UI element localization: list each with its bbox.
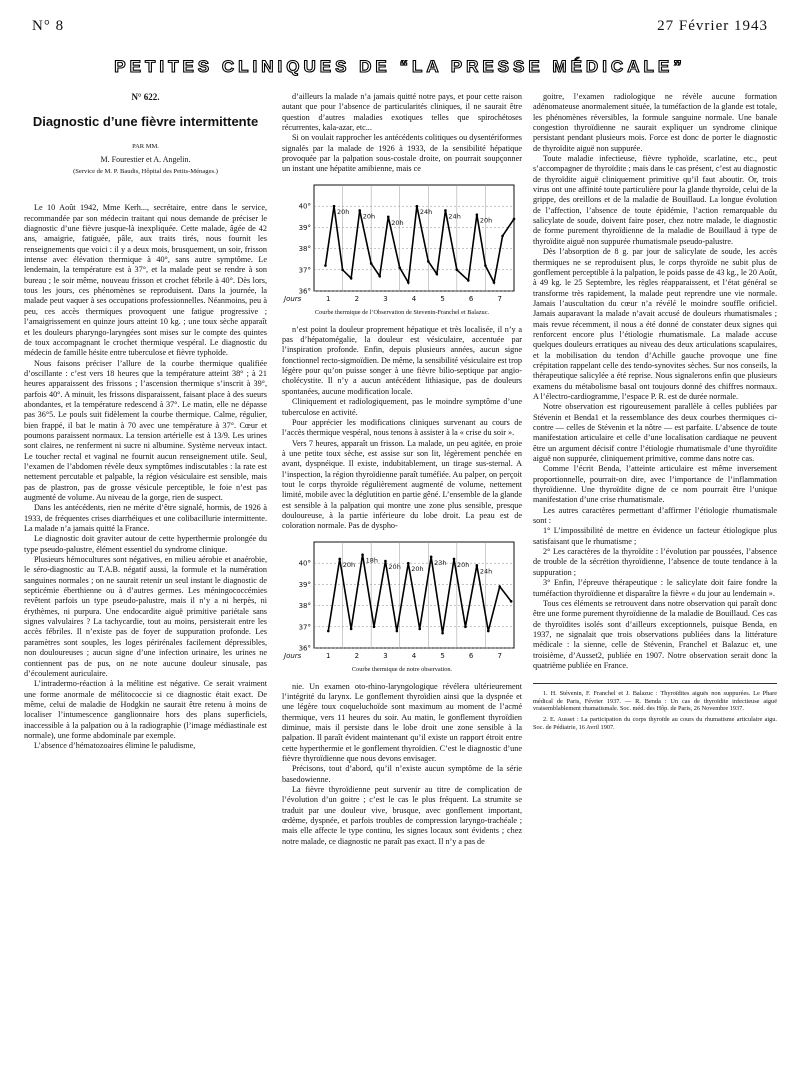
paragraph: Cliniquement et radiologiquement, pas le moindre symptôme d’une tuberculose en activité. xyxy=(282,397,522,417)
peak-label: 20h xyxy=(362,212,376,221)
data-point xyxy=(378,275,381,278)
paragraph: Dès l’absorption de 8 g. par jour de salicylate de soude, les accès thermiques ne se reproduisent plus, le corps thyroïde ne subit plus de gonflement perceptible à la palpation, le poids passe de 43 kg., le 20 Août, à 49 kg. le 25 Septembre, les règles réapparaissent, et l’état général se transforme très rapidement, la malade peut reprendre une vie normale. Jamais l’auscultation du cœur n’a révélé le moindre souffle orificiel. Jamais auparavant la malade n’avait accusé de douleurs rhumatismales ; mais revue récemment, il nous a été donné de constater deux signes qui renforcent encore plus l’étiologie rhumatismale. La malade accuse quelques douleurs erratiques au niveau des deux articulations scapulaires, et la mobilisation du tendon d’Achille gauche provoque une fine crépitation rappelant celle des tendo-synovites sèches. Sur nos conseils, la thérapeutique salicylée a été reprise. Nous signalerons enfin que plusieurs examens du métabolisme basal ont toujours donné des chiffres normaux. A l’électro-cardiogramme, l’espace P. R. est de durée normale. xyxy=(533,247,777,401)
paragraph: L’absence d’hématozoaires élimine le paludisme, xyxy=(34,741,196,751)
x-tick-label: 6 xyxy=(468,651,474,660)
x-tick-label: 5 xyxy=(440,651,445,660)
x-tick-label: 3 xyxy=(383,294,388,303)
y-tick-label: 37° xyxy=(298,266,311,275)
data-point xyxy=(333,205,336,208)
peak-label: 23h xyxy=(434,558,447,567)
article-title: Diagnostic d’une fièvre intermittente xyxy=(32,114,259,130)
footnotes xyxy=(533,683,777,731)
paragraph: La fièvre thyroïdienne peut survenir au titre de complication de l’évolution d’un goitre ; c’est le cas le plus fréquent. La strumite se traduit par une douleur vive, brusque, avec gonflement important, œdème, dyspnée, et parfois troubles de compression laryngo-trachéale ; mais elle affecte le type continu, les signes locaux sont évidents ; chez notre malade, ce diagnostic ne paraît pas exact. Il n’y a pas de xyxy=(282,785,522,846)
paragraph: n’est point la douleur proprement hépatique et très localisée, il n’y a pas d’hépatomégalie, la douleur est vésiculaire, accentuée par l’inspiration profonde. Enfin, depuis plusieurs années, aucun signe fonctionnel recto-sigmoïdien. De même, la sensibilité vésiculaire est trop légère pour qu’on puisse songer à une fièvre bilio-septique par angio-cholécystite. Il n’y a aucun antécédent lithiasique, pas de douleurs spontanées, aucune modification locale. xyxy=(282,324,522,396)
data-point xyxy=(341,268,344,271)
paragraph: Pour apprécier les modifications cliniques survenant au cours de l’accès thermique vespéral, nous tenons à assister à la « crise du soir ». xyxy=(282,417,522,438)
data-point xyxy=(430,555,433,558)
x-tick-label: 2 xyxy=(354,651,360,660)
data-point xyxy=(398,266,401,269)
data-point xyxy=(441,631,444,634)
data-point xyxy=(484,264,487,267)
paragraph: Le diagnostic doit graviter autour de cette hyperthermie prolongée du type pseudo-palustre, élément essentiel du syndrome clinique. xyxy=(24,534,267,554)
peak-label: 20h xyxy=(342,560,356,569)
paragraph: 2° Les caractères de la thyroïdite : l’évolution par poussées, l’absence de trouble de la sécrétion thyroïdienne, l’absence de toute tendance à la suppuration ; xyxy=(533,547,777,577)
x-tick-label: 7 xyxy=(497,294,502,303)
x-tick-label: 1 xyxy=(326,294,331,303)
chart-caption: Courbe thermique de notre observation. xyxy=(351,665,453,673)
y-tick-label: 37° xyxy=(298,622,311,631)
data-point xyxy=(467,279,470,282)
data-point xyxy=(510,600,513,603)
article-by: PAR MM. xyxy=(132,143,159,151)
data-point xyxy=(476,213,479,216)
peak-label: 20h xyxy=(479,216,493,225)
data-point xyxy=(373,625,376,628)
paragraph: goitre, l’examen radiologique ne révèle aucune formation adénomateuse anormalement située, la tuméfaction de la glande est totale, les phénomènes réversibles, la formule sanguine normale. Une banale congestion thyroïdienne ne saurait expliquer un syndrome clinique persistant pendant plusieurs mois. Force est donc de porter le diagnostic de thyroïdite aiguë non suppurée. xyxy=(533,92,777,153)
paragraph: Toute maladie infectieuse, fièvre typhoïde, scarlatine, etc., peut s’accompagner de thyroïdite ; mais dans le cas présent, c’est au diagnostic de thyroïdite aiguë cliniquement primitive qu’il faut aboutir. Or, trois virus ont une affinité toute particulière pour la glande thyroïde, celui de la grippe, des oreillons et de la maladie de Bouillaud. La longue évolution de l’affection, l’absence de toute épidémie, l’action remarquable du salicylate de soude, doivent faire poser, chez notre malade, le diagnostic de forme purement thyroïdienne de la maladie de Bouillaud à type de thyroïdite aiguë non suppurée rhumatismale pseudo-palustre. xyxy=(533,154,777,246)
paragraph: 3° Enfin, l’épreuve thérapeutique : le salicylate doit faire fondre la tuméfaction thyroïdienne et disparaître la fièvre « du jour au lendemain ». xyxy=(533,578,777,598)
article-number: N° 622. xyxy=(131,92,160,102)
data-point xyxy=(407,281,410,284)
paragraph: L’intradermo-réaction à la mélitine est négative. Ce serait vraiment une forme anormale de mélitococcie si ce diagnostic était exact. De même, celui de maladie de Hodgkin ne saurait être retenu à moins de localiser l’intumescence ganglionnaire hors des plans superficiels, inaccessible à la palpation ou à la radiographie (l’image médiastinale est normale), une forme abdominale par exemple. xyxy=(24,679,267,740)
section-banner: PETITES CLINIQUES DE “LA PRESSE MÉDICALE” xyxy=(114,57,686,76)
footnote: 1. H. Stévenin, F. Franchel et J. Balazuc : Thyroïdites aiguës non suppurées. Le Phare médical de Paris, Février 1937. — R. Benda : Un cas de thyroïdite infectieuse aiguë vraisemblablement rhumatismale. Soc. méd. des Hôp. de Paris, 26 Novembre 1937. xyxy=(533,690,777,713)
data-point xyxy=(418,627,421,630)
data-point xyxy=(350,277,353,280)
footnote: 2. E. Ausset : La participation du corps thyroïde au cours du rhumatisme articulaire aigu. Soc. de Pédiatrie, 16 Avril 1907. xyxy=(533,716,777,731)
paragraph: Dans les antécédents, rien ne mérite d’être signalé, hormis, de 1926 à 1933, de fréquentes crises diarrhéiques et une colibacillurie intermittente. La malade n’a jamais quitté la France. xyxy=(24,503,267,534)
peak-label: 20h xyxy=(457,560,470,569)
data-point xyxy=(456,268,459,271)
data-point xyxy=(358,209,361,212)
column-3 xyxy=(533,92,777,1067)
peak-label: 24h xyxy=(448,212,461,221)
data-point xyxy=(498,585,501,588)
data-point xyxy=(384,559,387,562)
x-tick-label: 4 xyxy=(411,651,417,660)
data-point xyxy=(476,564,479,567)
y-tick-label: 38° xyxy=(298,244,311,253)
paragraph: nie. Un examen oto-rhino-laryngologique révélera ultérieurement l’intégrité du larynx. Le gonflement thyroïdien ainsi que la dyspnée et une légère toux coqueluchoïde sont maximum au moment de l’acmé thermique, vers 11 heures du soir. Au matin, le gonflement thyroïdien diminue, mais il persiste dans le lobe droit une zone sensible à la palpation. Il paraît évident maintenant qu’il existe un rapport étroit entre cette hyperthermie et le gonflement thyroïdien. C’est le diagnostic d’une fièvre thyroïdienne que nous devons envisager. xyxy=(282,681,522,764)
paragraph: Notre observation est rigoureusement parallèle à celles publiées par Stévenin et Benda1 et la ressemblance des deux courbes thermiques ci-contre — celles de Stévenin et la nôtre — est parfaite. L’absence de toute manifestation articulaire et celle d’une localisation cardiaque ne peuvent être un argument décisif contre l’étiologie rhumatismale d’une thyroïdite aiguë non suppurée, cliniquement primitive, comme dans notre cas. xyxy=(533,402,777,464)
data-point xyxy=(493,281,496,284)
data-point xyxy=(427,260,430,263)
y-tick-label: 39° xyxy=(298,580,311,589)
article-authors: M. Fourestier et A. Angelin. xyxy=(100,154,191,164)
paragraph: d’ailleurs la malade n’a jamais quitté notre pays, et pour cette raison autant que pour l’absence de particularités cliniques, il ne saurait être question d’autres maladies exotiques telles que spirochétoses récurrentes, kala-azar, etc... xyxy=(282,92,522,133)
data-point xyxy=(436,272,439,275)
data-point xyxy=(464,625,467,628)
data-point xyxy=(513,217,516,220)
paragraph: 1° L’impossibilité de mettre en évidence un facteur étiologique plus satisfaisant que le rhumatisme ; xyxy=(533,526,777,546)
column-1 xyxy=(24,92,267,1067)
paragraph: Le 10 Août 1942, Mme Kerh..., secrétaire, entre dans le service, recommandée par son médecin traitant qui nous demande de préciser le diagnostic d’une fièvre jusque-là inexpliquée. Cette malade, âgée de 42 ans, amaigrie, fatiguée, pâle, aux traits tirés, nous fournit les renseignements que voici : il y a deux mois, brusquement, un soir, frisson intense avec élévation thermique à 40°, sans autre symptôme. Le lendemain, la température est à 37°, et la malade peut se rendre à son bureau ; le soir même, nouveau frisson et crochet fébrile à 40°. Dès lors, tous les jours, ces phénomènes se reproduisent. Dans la journée, la malade peut vaquer à ses occupations professionnelles. Néanmoins, peu à peu, ces accès thermiques provoquent une fatigue progressive ; l’amaigrissement en quinze jours atteint 10 kg. ; une toux sèche apparaît et les douleurs pharyngo-laryngées sont mises sur le compte des quintes de toux accompagnant le crochet thermique vespéral. Le diagnostic du médecin de famille hésite entre tuberculose et fièvre typhoïde. xyxy=(24,203,267,358)
peak-label: 24h xyxy=(419,207,433,216)
paragraph: Précisons, tout d’abord, qu’il n’existe aucun symptôme de la série basedowienne. xyxy=(282,764,522,784)
paragraph: Nous faisons préciser l’allure de la courbe thermique qualifiée d’oscillante : c’est vers 18 heures que la température atteint 38° ; à 21 heures apparaissent des frissons ; l’ascension thermique s’inscrit à 39°, parfois 40°. A minuit, les frissons disparaissent, faisant place à des sueurs abondantes, et la température redescend à 37°. Le matin, elle ne dépasse pas 36°5. Le pouls suit fidèlement la courbe thermique. Calme, régulier, bien frappé, il bat le matin à 70 avec une température à 37°. Cœur et poumons paraissent normaux. La tension artérielle est à 13/9. Les urines sont claires, ne renferment ni sucre ni albumine. Système nerveux intact. Le toucher rectal et vaginal ne fournit aucun renseignement utile. Seul, l’examen de l’abdomen révèle deux symptômes indiscutables : la rate est nettement percutable et palpable, la région vésiculaire est sensible, mais pas de plastron, pas de grosse vésicule perceptible, le foie n’est pas augmenté de volume. Au niveau de la gorge, rien de suspect. xyxy=(24,358,267,502)
paragraph: Si on voulait rapprocher les antécédents colitiques ou dysentériformes signalés par la malade de 1926 à 1933, de la sensibilité hépatique provoquée par la palpation sous-costale droite, on pourrait soupçonner un instant une hépatite amibienne, mais ce xyxy=(282,133,522,174)
x-axis-label: Jours xyxy=(284,651,302,660)
peak-label: 24h xyxy=(479,566,493,575)
x-tick-label: 1 xyxy=(326,651,331,660)
peak-label: 20h xyxy=(388,562,401,571)
data-point xyxy=(327,629,330,632)
x-tick-label: 6 xyxy=(468,294,474,303)
paragraph: Plusieurs hémocultures sont négatives, en milieu aérobie et anaérobie, le séro-diagnostic au T.A.B. négatif aussi, la formule et la numération sanguines normales ; on ne saurait retenir un seul instant le diagnostic de septicémie éberthienne ou à d’autres germes. Les méningococcémies revêtent parfois un type pseudo-palustre, mais il n’y a ni herpès, ni érythèmes, ni purpura. Une endocardite aiguë primitive pariétale sans signes valvulaires ? La tachycardie, tout au moins, persisterait entre les accès fébriles. Il n’existe pas de foyer de suppuration profonde. Les paramètres sont souples, les loges périrénales facilement dépressibles, non douloureuses ; aucun signe d’une infection urinaire, les urines ne contiennent pas de pus, on ne note aucune douleur sinusale, pas d’écoulement auriculaire. xyxy=(24,555,267,678)
data-point xyxy=(453,557,456,560)
y-tick-label: 38° xyxy=(298,601,311,610)
data-point xyxy=(370,262,373,265)
paragraph: Tous ces éléments se retrouvent dans notre observation qui paraît donc être une forme purement thyroïdienne de la maladie de Bouillaud. Ces cas de thyroïdites isolés sont d’ailleurs exceptionnels, puisque Benda, en 1937, ne signalait que trois observations publiées dans la littérature médicale : la sienne, celle de Stévenin, Franchel et Balazuc et, une troisième, d’Ausset2, publiée en 1907. Notre observation serait donc la quatrième publiée en France. xyxy=(533,598,777,670)
y-tick-label: 36° xyxy=(298,644,311,653)
temperature-chart-stevenin xyxy=(282,179,522,307)
x-axis-label: Jours xyxy=(284,294,302,303)
y-tick-label: 36° xyxy=(298,287,311,296)
y-tick-label: 40° xyxy=(298,559,311,568)
data-point xyxy=(350,627,353,630)
paragraph: Les autres caractères permettant d’affirmer l’étiologie rhumatismale sont : xyxy=(533,505,777,526)
page-number: N° 8 xyxy=(32,18,65,34)
x-tick-label: 3 xyxy=(383,651,388,660)
y-tick-label: 40° xyxy=(298,202,311,211)
data-point xyxy=(338,557,341,560)
temperature-chart-observation xyxy=(282,536,522,664)
x-tick-label: 7 xyxy=(497,651,502,660)
paragraph: Comme l’écrit Benda, l’atteinte articulaire est même inversement proportionnelle, pourrait-on dire, avec l’importance de l’inflammation thyroïdienne. Une thyroïdite digne de ce nom pourrait être l’unique manifestation d’une crise rhumatismale. xyxy=(533,464,777,505)
data-point xyxy=(444,209,447,212)
chart-caption: Courbe thermique de l’Observation de Stevenin-Franchel et Balazuc. xyxy=(314,308,490,316)
data-point xyxy=(416,205,419,208)
data-point xyxy=(487,629,490,632)
data-point xyxy=(361,553,364,556)
data-point xyxy=(387,215,390,218)
peak-label: 20h xyxy=(411,564,424,573)
x-tick-label: 5 xyxy=(440,294,445,303)
x-tick-label: 4 xyxy=(411,294,417,303)
data-point xyxy=(501,234,504,237)
peak-label: 20h xyxy=(391,218,404,227)
data-point xyxy=(407,562,410,565)
peak-label: 20h xyxy=(337,207,350,216)
column-2 xyxy=(282,92,522,1067)
y-tick-label: 39° xyxy=(298,223,311,232)
running-header xyxy=(26,18,774,38)
peak-label: 18h xyxy=(365,556,378,565)
data-point xyxy=(324,264,327,267)
issue-date: 27 Février 1943 xyxy=(657,18,768,34)
data-point xyxy=(396,629,399,632)
x-tick-label: 2 xyxy=(354,294,360,303)
paragraph: Vers 7 heures, apparaît un frisson. La malade, un peu agitée, en proie à une petite toux sèche, est assise sur son lit, légèrement penchée en avant, dyspnéique. Il existe, indubitablement, un tirage sus-sternal. A l’inspection, la région thyroïdienne paraît tuméfiée. Au palper, on perçoit tout le corps thyroïde régulièrement augmenté de volume, nettement limité, mobile avec la déglutition en partie gêné. L’ensemble de la glande est sensible à la palpation qui montre une zone plus sensible, presque douloureuse, à la partie inférieure du lobe droit. La peau est de coloration normale. Pas de dyspho- xyxy=(282,438,522,531)
article-service: (Service de M. P. Baudis, Hôpital des Petits-Ménages.) xyxy=(73,168,218,176)
